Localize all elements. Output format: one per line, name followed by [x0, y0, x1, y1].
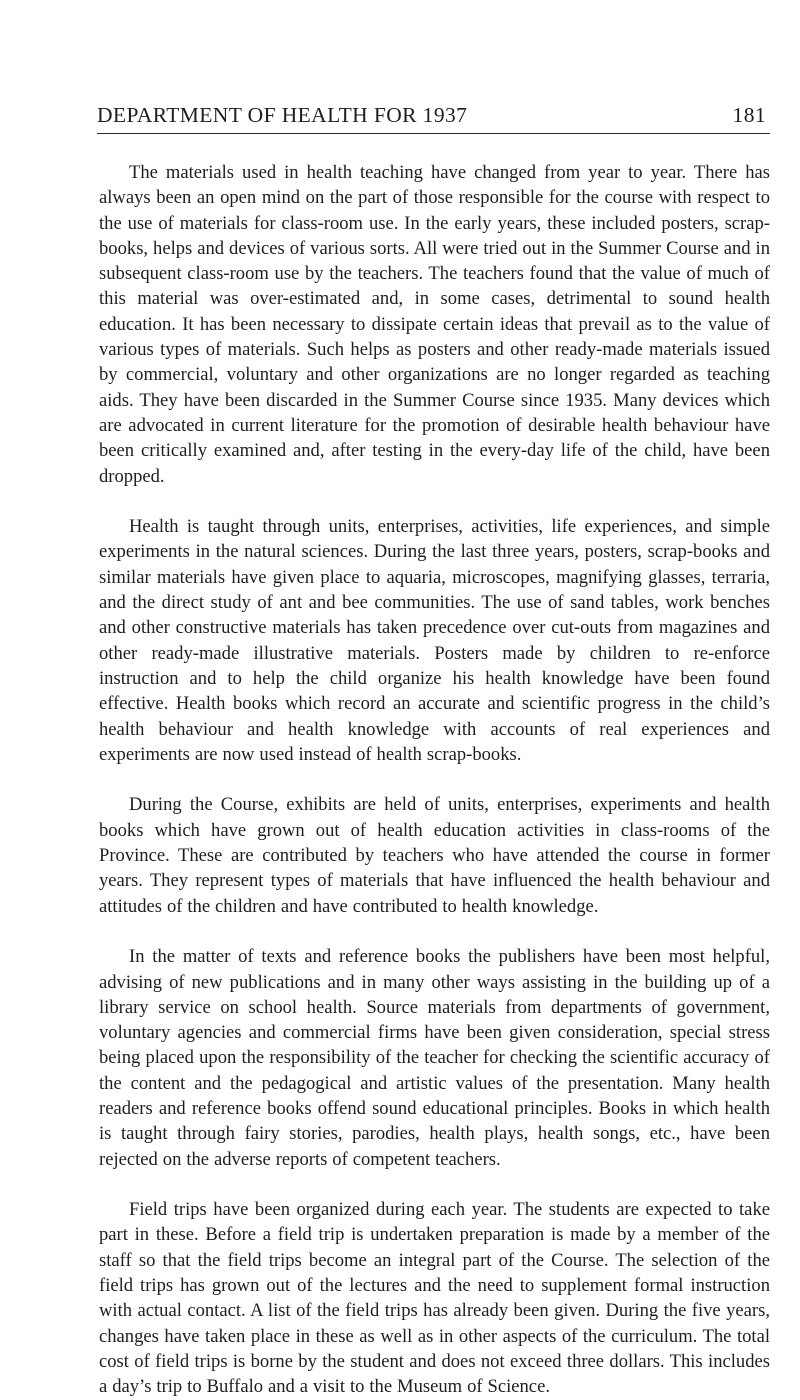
- paragraph-field-trips: Field trips have been organized during each year. The students are expected to take part in these. Before a field trip is undertaken preparation is made by a member of the staff so that the field trips become an integral part of the Course. The selection of the field trips has grown out of the lectures and the need to supplement formal instruction with actual contact. A list of the field trips has already been given. During the five years, changes have taken place in these as well as in other aspects of the curriculum. The total cost of field trips is borne by the student and does not exceed three dollars. This includes a day’s trip to Buffalo and a visit to the Museum of Science.: [99, 1199, 770, 1398]
- running-title: DEPARTMENT OF HEALTH FOR 1937: [97, 103, 468, 127]
- running-header: [97, 97, 770, 134]
- page-number: 181: [732, 103, 766, 127]
- paragraph-exhibits: During the Course, exhibits are held of units, enterprises, experiments and health books which have grown out of health education activities in class-rooms of the Province. These are contributed by teachers who have attended the course in former years. They represent types of materials that have influenced the health behaviour and attitudes of the children and have contributed to health knowledge.: [99, 794, 770, 917]
- paragraph-materials-changed: The materials used in health teaching have changed from year to year. There has always been an open mind on the part of those responsible for the course with respect to the use of materials for class-room use. In the early years, these included posters, scrap-books, helps and devices of various sorts. All were tried out in the Summer Course and in subsequent class-room use by the teachers. The teachers found that the value of much of this material was over-estimated and, in some cases, detrimental to sound health education. It has been necessary to dissipate certain ideas that prevail as to the value of various types of materials. Such helps as posters and other ready-made materials issued by commercial, voluntary and other organizations are no longer regarded as teaching aids. They have been discarded in the Summer Course since 1935. Many devices which are advocated in current literature for the promotion of desirable health behaviour have been critically examined and, after testing in the every-day life of the child, have been dropped.: [99, 162, 770, 487]
- paragraph-health-taught: Health is taught through units, enterprises, activities, life experiences, and simple experiments in the natural sciences. During the last three years, posters, scrap-books and similar materials have given place to aquaria, microscopes, magnifying glasses, terraria, and the direct study of ant and bee communities. The use of sand tables, work benches and other constructive materials has taken precedence over cut-outs from magazines and other ready-made illustrative materials. Posters made by children to re-enforce instruction and to help the child organize his health knowledge have been found effective. Health books which record an accurate and scientific progress in the child’s health behaviour and health knowledge with accounts of real experiences and experiments are now used instead of health scrap-books.: [99, 516, 770, 765]
- body-text: [99, 160, 770, 1400]
- paragraph-texts-reference-books: In the matter of texts and reference books the publishers have been most helpful, advising of new publications and in many other ways assisting in the building up of a library service on school health. Source materials from departments of government, voluntary agencies and commercial firms have been given consideration, special stress being placed upon the responsibility of the teacher for checking the scientific accuracy of the content and the pedagogical and artistic values of the presentation. Many health readers and reference books offend sound educational principles. Books in which health is taught through fairy stories, parodies, health plays, health songs, etc., have been rejected on the adverse reports of competent teachers.: [99, 946, 770, 1170]
